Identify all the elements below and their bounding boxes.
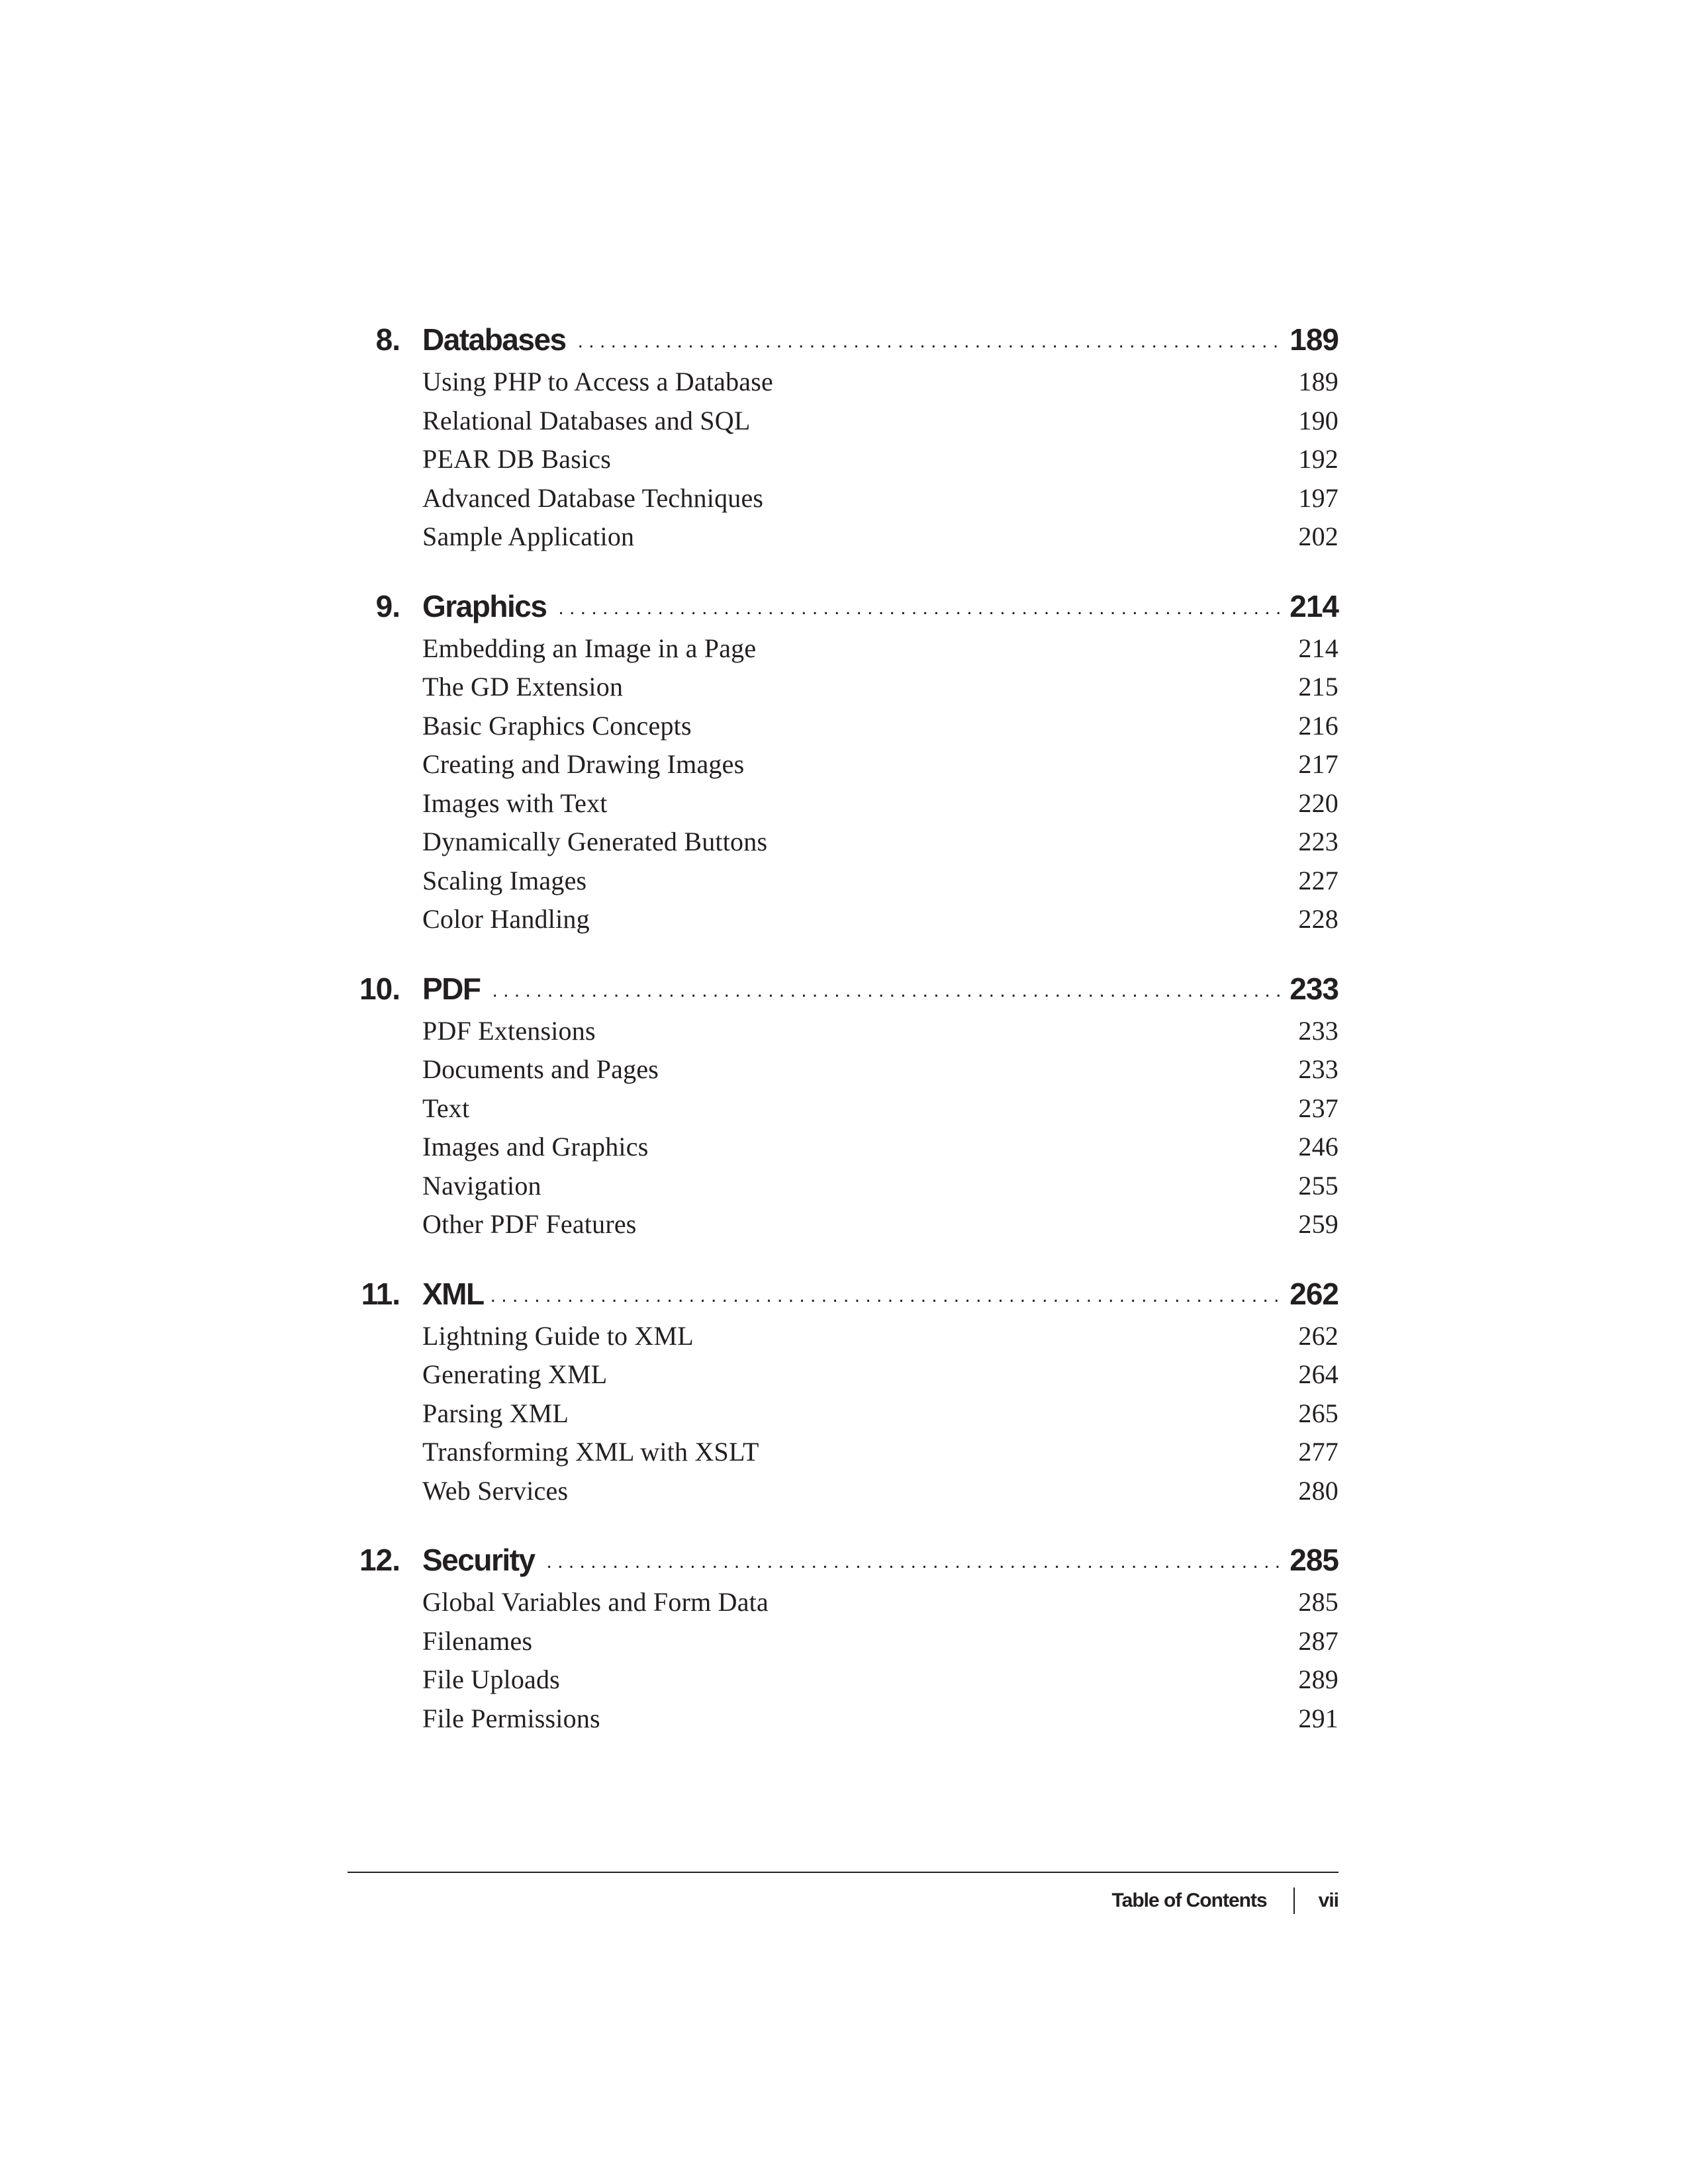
section-list	[331, 1012, 1338, 1244]
section-title: Transforming XML with XSLT	[422, 1437, 759, 1467]
section-title: Parsing XML	[422, 1398, 569, 1428]
section-entry[interactable]	[422, 1128, 1338, 1167]
section-page-number: 223	[1298, 827, 1338, 856]
chapter-block	[331, 316, 1338, 557]
section-page-number: 255	[1298, 1170, 1338, 1201]
chapter-page-number: 189	[1289, 322, 1338, 357]
section-title: File Uploads	[422, 1664, 560, 1694]
section-title: Text	[422, 1093, 470, 1123]
section-title: Web Services	[422, 1475, 569, 1506]
section-entry[interactable]	[422, 518, 1338, 557]
section-page-number: 264	[1298, 1359, 1338, 1389]
footer-separator	[1293, 1888, 1295, 1914]
chapter-block	[331, 1271, 1338, 1511]
section-title: Generating XML	[422, 1359, 608, 1389]
section-entry[interactable]	[422, 900, 1338, 939]
section-page-number: 259	[1298, 1209, 1338, 1239]
section-title: Images with Text	[422, 788, 608, 818]
section-entry[interactable]	[422, 1012, 1338, 1051]
section-page-number: 192	[1298, 444, 1338, 474]
section-entry[interactable]	[422, 1583, 1338, 1622]
section-entry[interactable]	[422, 1050, 1338, 1089]
table-of-contents	[331, 316, 1338, 1764]
section-list	[331, 1317, 1338, 1511]
chapter-number: 11.	[361, 1276, 400, 1311]
section-entry[interactable]	[422, 363, 1338, 402]
section-entry[interactable]	[422, 668, 1338, 707]
section-entry[interactable]	[422, 1089, 1338, 1128]
chapter-page-number: 262	[1289, 1276, 1338, 1311]
chapter-heading[interactable]	[331, 583, 1338, 629]
section-page-number: 233	[1298, 1015, 1338, 1046]
section-title: Scaling Images	[422, 865, 587, 895]
dot-leader	[491, 1273, 1281, 1319]
running-footer	[1112, 1888, 1338, 1914]
section-page-number: 216	[1298, 710, 1338, 741]
section-entry[interactable]	[422, 1661, 1338, 1700]
chapter-title: Graphics	[422, 588, 547, 623]
section-page-number: 233	[1298, 1054, 1338, 1084]
section-title: PEAR DB Basics	[422, 444, 612, 474]
section-title: File Permissions	[422, 1703, 600, 1733]
chapter-title: PDF	[422, 971, 481, 1006]
section-page-number: 190	[1298, 405, 1338, 435]
dot-leader	[547, 1539, 1281, 1585]
chapter-number: 10.	[359, 971, 400, 1006]
chapter-heading[interactable]	[331, 316, 1338, 363]
section-entry[interactable]	[422, 1167, 1338, 1206]
section-title: Using PHP to Access a Database	[422, 367, 773, 396]
section-entry[interactable]	[422, 440, 1338, 479]
section-page-number: 289	[1298, 1664, 1338, 1694]
section-entry[interactable]	[422, 1394, 1338, 1433]
section-entry[interactable]	[422, 629, 1338, 668]
section-title: Dynamically Generated Buttons	[422, 827, 768, 856]
section-entry[interactable]	[422, 1205, 1338, 1244]
section-entry[interactable]	[422, 1700, 1338, 1739]
section-entry[interactable]	[422, 402, 1338, 441]
section-entry[interactable]	[422, 1317, 1338, 1356]
section-title: Color Handling	[422, 904, 590, 934]
section-page-number: 280	[1298, 1475, 1338, 1506]
footer-label: Table of Contents	[1111, 1889, 1267, 1911]
section-page-number: 277	[1298, 1437, 1338, 1467]
section-page-number: 220	[1298, 788, 1338, 818]
section-list	[331, 363, 1338, 557]
section-title: Relational Databases and SQL	[422, 405, 751, 435]
section-entry[interactable]	[422, 862, 1338, 901]
section-entry[interactable]	[422, 823, 1338, 862]
chapter-page-number: 214	[1289, 588, 1338, 623]
dot-leader	[558, 585, 1280, 631]
chapter-page-number: 233	[1289, 971, 1338, 1006]
chapter-title: Security	[422, 1543, 535, 1577]
chapter-title: XML	[422, 1276, 484, 1311]
section-title: PDF Extensions	[422, 1015, 596, 1046]
chapter-number: 12.	[359, 1543, 400, 1577]
section-page-number: 214	[1298, 633, 1338, 663]
dot-leader	[578, 318, 1281, 365]
chapter-heading[interactable]	[331, 1537, 1338, 1583]
section-entry[interactable]	[422, 1622, 1338, 1661]
section-page-number: 287	[1298, 1625, 1338, 1656]
section-title: Embedding an Image in a Page	[422, 633, 757, 663]
section-list	[331, 629, 1338, 939]
section-page-number: 202	[1298, 522, 1338, 551]
section-entry[interactable]	[422, 1355, 1338, 1394]
section-entry[interactable]	[422, 479, 1338, 518]
section-title: Filenames	[422, 1625, 533, 1656]
section-title: Images and Graphics	[422, 1132, 649, 1161]
section-title: Advanced Database Techniques	[422, 482, 764, 513]
section-page-number: 262	[1298, 1320, 1338, 1351]
section-title: Documents and Pages	[422, 1054, 659, 1084]
section-title: Navigation	[422, 1170, 541, 1201]
chapter-heading[interactable]	[331, 1271, 1338, 1317]
chapter-heading[interactable]	[331, 966, 1338, 1012]
section-title: Lightning Guide to XML	[422, 1320, 694, 1351]
chapter-block	[331, 1537, 1338, 1738]
section-page-number: 237	[1298, 1093, 1338, 1123]
section-entry[interactable]	[422, 1472, 1338, 1511]
chapter-page-number: 285	[1289, 1543, 1338, 1577]
dot-leader	[492, 968, 1281, 1014]
section-page-number: 291	[1298, 1703, 1338, 1733]
section-page-number: 189	[1298, 367, 1338, 396]
footer-page-number: vii	[1318, 1889, 1338, 1911]
chapter-block	[331, 966, 1338, 1244]
section-entry[interactable]	[422, 707, 1338, 746]
section-page-number: 215	[1298, 672, 1338, 702]
footer-rule	[348, 1872, 1338, 1873]
section-page-number: 265	[1298, 1398, 1338, 1428]
chapter-number: 9.	[375, 588, 400, 623]
section-page-number: 197	[1298, 482, 1338, 513]
section-title: Creating and Drawing Images	[422, 749, 745, 779]
section-page-number: 217	[1298, 749, 1338, 779]
section-title: The GD Extension	[422, 672, 624, 702]
section-title: Global Variables and Form Data	[422, 1587, 769, 1617]
section-title: Other PDF Features	[422, 1209, 637, 1239]
chapter-number: 8.	[375, 322, 400, 357]
section-list	[331, 1583, 1338, 1738]
section-entry[interactable]	[422, 1433, 1338, 1472]
section-entry[interactable]	[422, 784, 1338, 823]
section-title: Basic Graphics Concepts	[422, 710, 692, 741]
section-page-number: 285	[1298, 1587, 1338, 1617]
section-page-number: 246	[1298, 1132, 1338, 1161]
chapter-block	[331, 583, 1338, 939]
section-page-number: 227	[1298, 865, 1338, 895]
section-page-number: 228	[1298, 904, 1338, 934]
section-entry[interactable]	[422, 745, 1338, 784]
page-footer	[348, 1872, 1338, 1911]
chapter-title: Databases	[422, 322, 566, 357]
section-title: Sample Application	[422, 522, 635, 551]
